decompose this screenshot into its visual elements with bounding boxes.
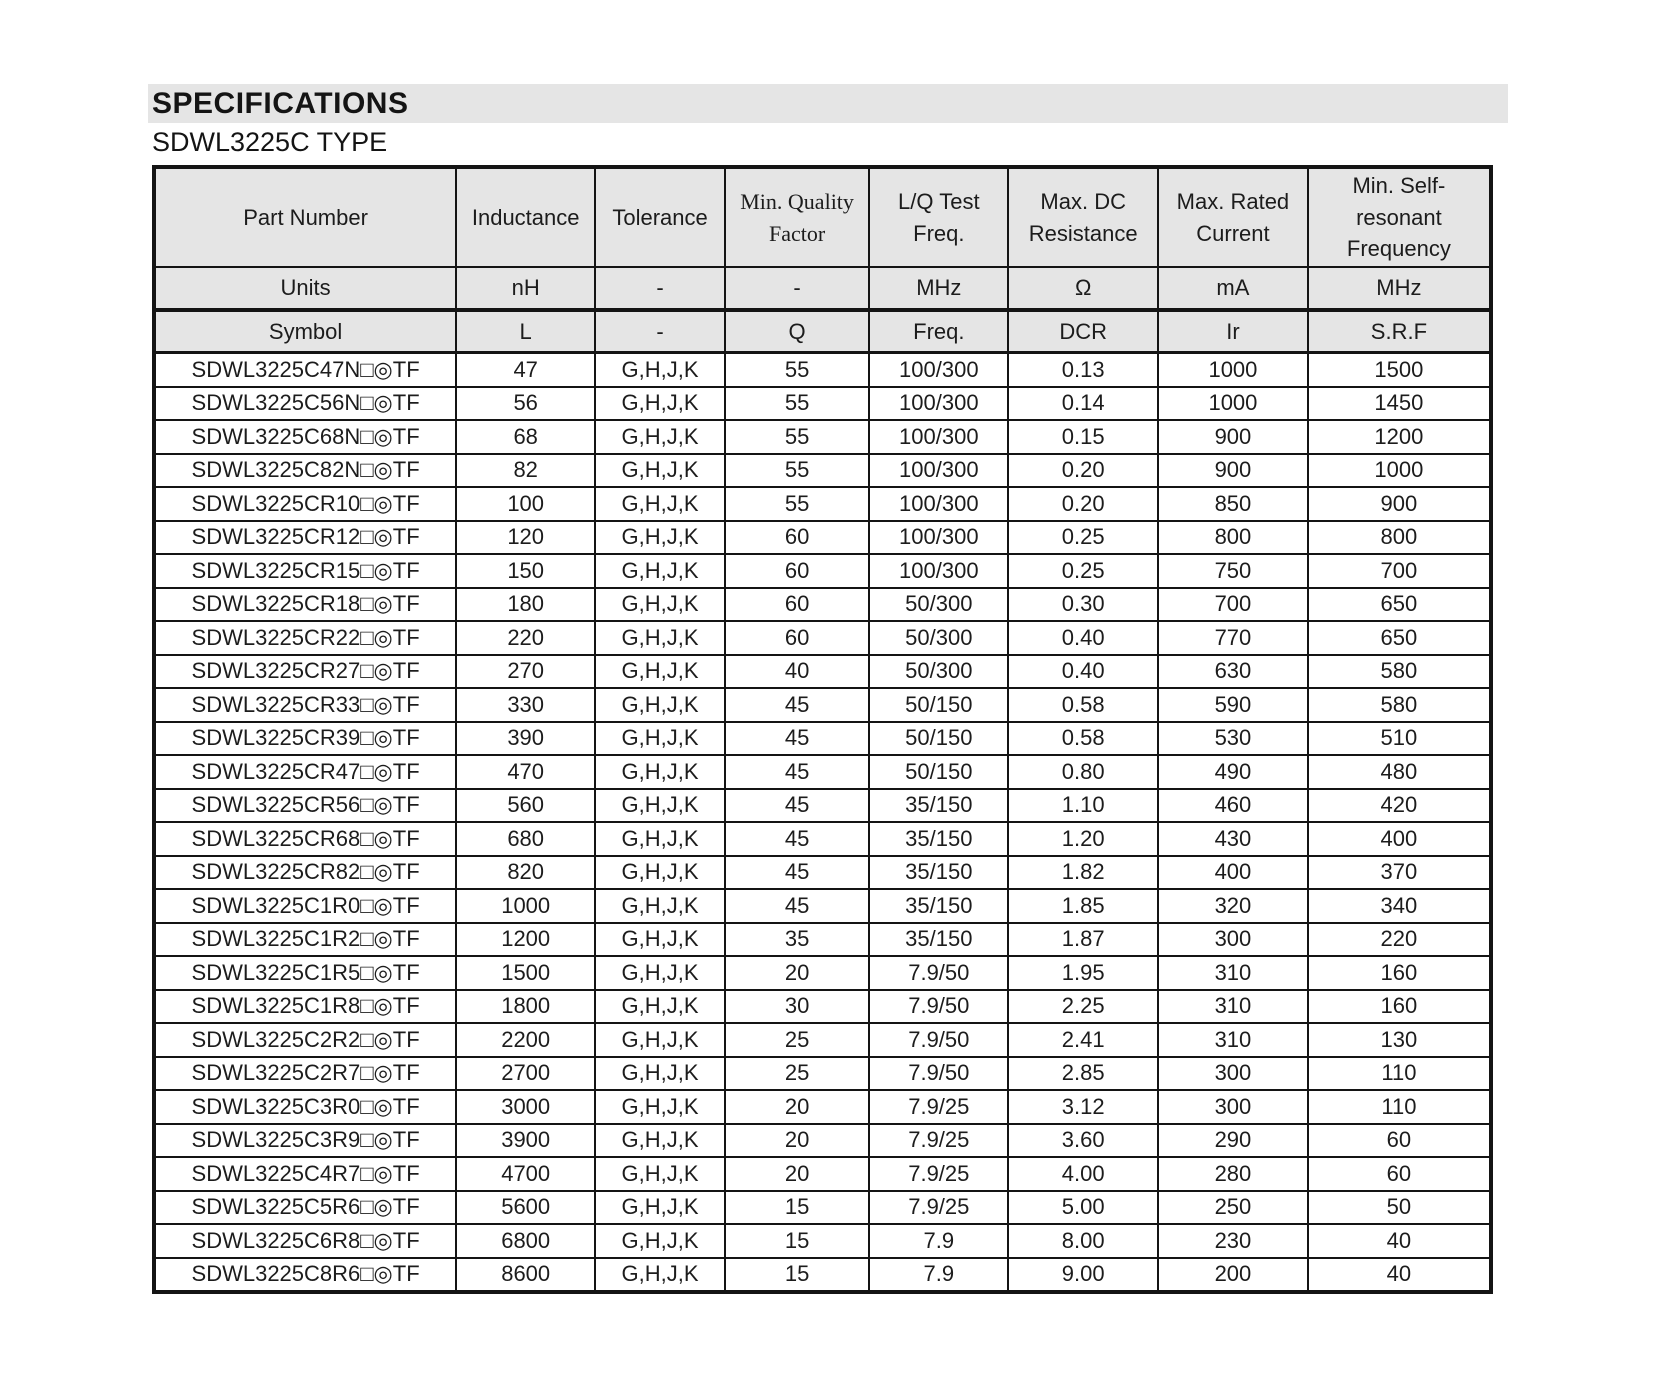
cell-inductance: 6800 [456,1224,595,1258]
cell-lq-test-freq: 35/150 [869,822,1008,856]
col-header-part-number: Part Number [154,167,456,267]
table-row [154,923,1491,957]
cell-inductance: 330 [456,688,595,722]
units-quality-factor: - [725,267,869,310]
cell-min-self-resonant-frequency: 110 [1308,1057,1491,1091]
cell-inductance: 680 [456,822,595,856]
cell-min-quality-factor: 15 [725,1258,869,1293]
cell-lq-test-freq: 100/300 [869,454,1008,488]
cell-lq-test-freq: 100/300 [869,487,1008,521]
cell-max-dc-resistance: 0.25 [1008,521,1158,555]
cell-lq-test-freq: 100/300 [869,554,1008,588]
cell-lq-test-freq: 50/300 [869,588,1008,622]
symbol-self-resonant-frequency: S.R.F [1308,310,1491,353]
cell-max-rated-current: 290 [1158,1124,1308,1158]
cell-tolerance: G,H,J,K [595,956,725,990]
cell-inductance: 47 [456,353,595,387]
cell-max-rated-current: 310 [1158,990,1308,1024]
cell-lq-test-freq: 100/300 [869,387,1008,421]
cell-tolerance: G,H,J,K [595,353,725,387]
cell-min-self-resonant-frequency: 700 [1308,554,1491,588]
table-row [154,1023,1491,1057]
cell-lq-test-freq: 50/150 [869,722,1008,756]
cell-min-self-resonant-frequency: 340 [1308,889,1491,923]
cell-part-number: SDWL3225CR27□◎TF [154,655,456,689]
cell-part-number: SDWL3225C8R6□◎TF [154,1258,456,1293]
cell-lq-test-freq: 7.9/25 [869,1157,1008,1191]
cell-inductance: 150 [456,554,595,588]
cell-min-self-resonant-frequency: 650 [1308,588,1491,622]
cell-max-dc-resistance: 2.25 [1008,990,1158,1024]
cell-tolerance: G,H,J,K [595,923,725,957]
cell-min-quality-factor: 55 [725,420,869,454]
cell-inductance: 470 [456,755,595,789]
cell-max-dc-resistance: 0.58 [1008,688,1158,722]
table-row [154,990,1491,1024]
cell-max-dc-resistance: 0.13 [1008,353,1158,387]
cell-min-quality-factor: 45 [725,889,869,923]
cell-part-number: SDWL3225C68N□◎TF [154,420,456,454]
cell-inductance: 180 [456,588,595,622]
col-header-max-rated-current: Max. Rated Current [1158,167,1308,267]
cell-tolerance: G,H,J,K [595,688,725,722]
cell-lq-test-freq: 7.9/50 [869,956,1008,990]
cell-min-quality-factor: 45 [725,722,869,756]
cell-part-number: SDWL3225CR39□◎TF [154,722,456,756]
symbol-tolerance: - [595,310,725,353]
cell-max-dc-resistance: 0.20 [1008,487,1158,521]
cell-lq-test-freq: 35/150 [869,789,1008,823]
units-row [154,267,1491,310]
table-row [154,722,1491,756]
table-row [154,688,1491,722]
cell-lq-test-freq: 50/150 [869,688,1008,722]
cell-tolerance: G,H,J,K [595,1057,725,1091]
cell-inductance: 220 [456,621,595,655]
cell-inductance: 56 [456,387,595,421]
cell-tolerance: G,H,J,K [595,1124,725,1158]
cell-min-self-resonant-frequency: 130 [1308,1023,1491,1057]
table-row [154,487,1491,521]
cell-max-dc-resistance: 3.60 [1008,1124,1158,1158]
cell-inductance: 1000 [456,889,595,923]
cell-max-dc-resistance: 0.15 [1008,420,1158,454]
cell-min-quality-factor: 55 [725,387,869,421]
cell-max-dc-resistance: 0.80 [1008,755,1158,789]
cell-lq-test-freq: 7.9/25 [869,1191,1008,1225]
symbol-row [154,310,1491,353]
symbol-quality-factor: Q [725,310,869,353]
cell-part-number: SDWL3225CR56□◎TF [154,789,456,823]
cell-min-quality-factor: 20 [725,1090,869,1124]
cell-lq-test-freq: 50/300 [869,621,1008,655]
cell-max-rated-current: 300 [1158,1090,1308,1124]
cell-tolerance: G,H,J,K [595,1258,725,1293]
cell-max-rated-current: 800 [1158,521,1308,555]
cell-part-number: SDWL3225CR33□◎TF [154,688,456,722]
table-row [154,789,1491,823]
cell-inductance: 3000 [456,1090,595,1124]
cell-lq-test-freq: 7.9/25 [869,1090,1008,1124]
cell-min-quality-factor: 55 [725,454,869,488]
symbol-inductance: L [456,310,595,353]
cell-min-self-resonant-frequency: 370 [1308,856,1491,890]
cell-tolerance: G,H,J,K [595,454,725,488]
cell-max-dc-resistance: 1.82 [1008,856,1158,890]
cell-min-self-resonant-frequency: 110 [1308,1090,1491,1124]
cell-max-rated-current: 900 [1158,420,1308,454]
specifications-table [152,165,1493,1294]
cell-min-self-resonant-frequency: 220 [1308,923,1491,957]
cell-max-rated-current: 200 [1158,1258,1308,1293]
cell-part-number: SDWL3225C4R7□◎TF [154,1157,456,1191]
cell-lq-test-freq: 35/150 [869,856,1008,890]
cell-max-rated-current: 850 [1158,487,1308,521]
table-row [154,956,1491,990]
cell-min-quality-factor: 45 [725,822,869,856]
cell-inductance: 1800 [456,990,595,1024]
cell-max-rated-current: 460 [1158,789,1308,823]
cell-lq-test-freq: 35/150 [869,923,1008,957]
cell-lq-test-freq: 100/300 [869,521,1008,555]
cell-max-dc-resistance: 2.41 [1008,1023,1158,1057]
cell-min-self-resonant-frequency: 1450 [1308,387,1491,421]
units-lq-test-freq: MHz [869,267,1008,310]
cell-inductance: 390 [456,722,595,756]
cell-max-dc-resistance: 1.87 [1008,923,1158,957]
cell-min-quality-factor: 60 [725,588,869,622]
cell-part-number: SDWL3225CR82□◎TF [154,856,456,890]
cell-min-self-resonant-frequency: 800 [1308,521,1491,555]
cell-min-self-resonant-frequency: 480 [1308,755,1491,789]
cell-part-number: SDWL3225CR47□◎TF [154,755,456,789]
cell-tolerance: G,H,J,K [595,789,725,823]
cell-max-rated-current: 320 [1158,889,1308,923]
cell-part-number: SDWL3225C82N□◎TF [154,454,456,488]
cell-min-quality-factor: 45 [725,688,869,722]
units-label: Units [154,267,456,310]
cell-inductance: 8600 [456,1258,595,1293]
cell-max-dc-resistance: 0.58 [1008,722,1158,756]
cell-min-quality-factor: 60 [725,621,869,655]
col-header-min-quality-factor: Min. Quality Factor [725,167,869,267]
cell-part-number: SDWL3225C2R2□◎TF [154,1023,456,1057]
cell-max-rated-current: 230 [1158,1224,1308,1258]
table-row [154,822,1491,856]
type-subtitle: SDWL3225C TYPE [152,127,388,157]
col-header-lq-test-freq: L/Q Test Freq. [869,167,1008,267]
cell-lq-test-freq: 7.9/50 [869,1023,1008,1057]
cell-max-dc-resistance: 3.12 [1008,1090,1158,1124]
table-row [154,420,1491,454]
cell-max-dc-resistance: 5.00 [1008,1191,1158,1225]
cell-lq-test-freq: 7.9 [869,1258,1008,1293]
page-title: SPECIFICATIONS [152,87,409,120]
cell-max-dc-resistance: 0.25 [1008,554,1158,588]
cell-inductance: 1200 [456,923,595,957]
cell-min-self-resonant-frequency: 900 [1308,487,1491,521]
table-row [154,1191,1491,1225]
cell-min-quality-factor: 45 [725,755,869,789]
cell-min-self-resonant-frequency: 420 [1308,789,1491,823]
cell-max-rated-current: 490 [1158,755,1308,789]
cell-tolerance: G,H,J,K [595,655,725,689]
cell-part-number: SDWL3225C1R5□◎TF [154,956,456,990]
cell-max-rated-current: 280 [1158,1157,1308,1191]
cell-part-number: SDWL3225CR18□◎TF [154,588,456,622]
col-header-inductance: Inductance [456,167,595,267]
units-self-resonant-frequency: MHz [1308,267,1491,310]
symbol-label: Symbol [154,310,456,353]
cell-part-number: SDWL3225CR15□◎TF [154,554,456,588]
table-row [154,1057,1491,1091]
cell-tolerance: G,H,J,K [595,1224,725,1258]
cell-tolerance: G,H,J,K [595,722,725,756]
symbol-lq-test-freq: Freq. [869,310,1008,353]
cell-min-self-resonant-frequency: 60 [1308,1157,1491,1191]
cell-lq-test-freq: 100/300 [869,353,1008,387]
table-row [154,621,1491,655]
cell-min-quality-factor: 55 [725,487,869,521]
cell-inductance: 2700 [456,1057,595,1091]
cell-max-rated-current: 300 [1158,1057,1308,1091]
cell-min-self-resonant-frequency: 510 [1308,722,1491,756]
cell-max-dc-resistance: 1.95 [1008,956,1158,990]
cell-max-dc-resistance: 9.00 [1008,1258,1158,1293]
cell-min-quality-factor: 60 [725,554,869,588]
cell-tolerance: G,H,J,K [595,554,725,588]
spec-table-body [154,353,1491,1293]
cell-lq-test-freq: 7.9/50 [869,1057,1008,1091]
cell-min-self-resonant-frequency: 650 [1308,621,1491,655]
cell-part-number: SDWL3225C56N□◎TF [154,387,456,421]
col-header-tolerance: Tolerance [595,167,725,267]
table-row [154,755,1491,789]
cell-lq-test-freq: 50/300 [869,655,1008,689]
cell-max-dc-resistance: 4.00 [1008,1157,1158,1191]
cell-min-self-resonant-frequency: 1200 [1308,420,1491,454]
cell-tolerance: G,H,J,K [595,420,725,454]
cell-max-rated-current: 630 [1158,655,1308,689]
cell-tolerance: G,H,J,K [595,1090,725,1124]
cell-part-number: SDWL3225C2R7□◎TF [154,1057,456,1091]
cell-part-number: SDWL3225C5R6□◎TF [154,1191,456,1225]
cell-min-self-resonant-frequency: 1500 [1308,353,1491,387]
table-row [154,521,1491,555]
cell-inductance: 5600 [456,1191,595,1225]
cell-max-rated-current: 310 [1158,1023,1308,1057]
cell-inductance: 120 [456,521,595,555]
cell-min-quality-factor: 20 [725,1124,869,1158]
column-header-row [154,167,1491,267]
cell-min-quality-factor: 60 [725,521,869,555]
cell-tolerance: G,H,J,K [595,856,725,890]
cell-tolerance: G,H,J,K [595,387,725,421]
cell-tolerance: G,H,J,K [595,588,725,622]
cell-min-quality-factor: 35 [725,923,869,957]
cell-tolerance: G,H,J,K [595,521,725,555]
table-row [154,353,1491,387]
table-row [154,454,1491,488]
units-inductance: nH [456,267,595,310]
cell-tolerance: G,H,J,K [595,889,725,923]
cell-part-number: SDWL3225C3R0□◎TF [154,1090,456,1124]
cell-part-number: SDWL3225CR12□◎TF [154,521,456,555]
table-row [154,387,1491,421]
cell-min-quality-factor: 15 [725,1224,869,1258]
cell-max-dc-resistance: 1.10 [1008,789,1158,823]
cell-min-quality-factor: 40 [725,655,869,689]
cell-min-quality-factor: 45 [725,789,869,823]
cell-min-quality-factor: 30 [725,990,869,1024]
cell-inductance: 2200 [456,1023,595,1057]
cell-tolerance: G,H,J,K [595,990,725,1024]
cell-inductance: 68 [456,420,595,454]
units-rated-current: mA [1158,267,1308,310]
cell-part-number: SDWL3225CR22□◎TF [154,621,456,655]
cell-part-number: SDWL3225CR10□◎TF [154,487,456,521]
cell-max-rated-current: 310 [1158,956,1308,990]
cell-max-rated-current: 750 [1158,554,1308,588]
cell-part-number: SDWL3225CR68□◎TF [154,822,456,856]
cell-lq-test-freq: 35/150 [869,889,1008,923]
cell-min-quality-factor: 55 [725,353,869,387]
table-row [154,554,1491,588]
cell-min-quality-factor: 45 [725,856,869,890]
units-tolerance: - [595,267,725,310]
cell-lq-test-freq: 100/300 [869,420,1008,454]
units-dc-resistance: Ω [1008,267,1158,310]
col-header-min-self-resonant-frequency: Min. Self-resonant Frequency [1308,167,1491,267]
cell-max-rated-current: 400 [1158,856,1308,890]
cell-part-number: SDWL3225C47N□◎TF [154,353,456,387]
cell-min-self-resonant-frequency: 160 [1308,956,1491,990]
cell-min-quality-factor: 20 [725,1157,869,1191]
cell-min-quality-factor: 15 [725,1191,869,1225]
cell-max-rated-current: 250 [1158,1191,1308,1225]
cell-inductance: 560 [456,789,595,823]
cell-max-rated-current: 590 [1158,688,1308,722]
cell-part-number: SDWL3225C6R8□◎TF [154,1224,456,1258]
cell-min-quality-factor: 20 [725,956,869,990]
cell-tolerance: G,H,J,K [595,822,725,856]
cell-min-self-resonant-frequency: 400 [1308,822,1491,856]
table-row [154,655,1491,689]
cell-max-rated-current: 770 [1158,621,1308,655]
cell-max-rated-current: 530 [1158,722,1308,756]
cell-max-dc-resistance: 0.40 [1008,621,1158,655]
cell-max-dc-resistance: 0.20 [1008,454,1158,488]
col-header-max-dc-resistance: Max. DC Resistance [1008,167,1158,267]
cell-max-rated-current: 300 [1158,923,1308,957]
cell-lq-test-freq: 7.9/25 [869,1124,1008,1158]
specifications-title-bar [148,84,1508,123]
table-row [154,856,1491,890]
cell-min-self-resonant-frequency: 160 [1308,990,1491,1024]
cell-max-dc-resistance: 8.00 [1008,1224,1158,1258]
cell-part-number: SDWL3225C1R0□◎TF [154,889,456,923]
table-row [154,889,1491,923]
cell-lq-test-freq: 7.9/50 [869,990,1008,1024]
cell-max-dc-resistance: 0.40 [1008,655,1158,689]
cell-tolerance: G,H,J,K [595,755,725,789]
cell-inductance: 4700 [456,1157,595,1191]
cell-min-quality-factor: 25 [725,1023,869,1057]
cell-inductance: 100 [456,487,595,521]
cell-min-self-resonant-frequency: 580 [1308,688,1491,722]
cell-min-self-resonant-frequency: 40 [1308,1258,1491,1293]
cell-max-dc-resistance: 0.30 [1008,588,1158,622]
cell-part-number: SDWL3225C1R8□◎TF [154,990,456,1024]
cell-max-rated-current: 900 [1158,454,1308,488]
cell-inductance: 820 [456,856,595,890]
table-row [154,1224,1491,1258]
table-row [154,1090,1491,1124]
cell-part-number: SDWL3225C1R2□◎TF [154,923,456,957]
cell-max-rated-current: 1000 [1158,353,1308,387]
cell-max-rated-current: 1000 [1158,387,1308,421]
cell-inductance: 270 [456,655,595,689]
cell-max-dc-resistance: 1.85 [1008,889,1158,923]
cell-min-self-resonant-frequency: 40 [1308,1224,1491,1258]
cell-min-self-resonant-frequency: 50 [1308,1191,1491,1225]
cell-part-number: SDWL3225C3R9□◎TF [154,1124,456,1158]
cell-max-dc-resistance: 1.20 [1008,822,1158,856]
symbol-dc-resistance: DCR [1008,310,1158,353]
cell-min-self-resonant-frequency: 580 [1308,655,1491,689]
cell-lq-test-freq: 7.9 [869,1224,1008,1258]
cell-tolerance: G,H,J,K [595,1023,725,1057]
cell-min-self-resonant-frequency: 60 [1308,1124,1491,1158]
cell-min-self-resonant-frequency: 1000 [1308,454,1491,488]
cell-inductance: 3900 [456,1124,595,1158]
cell-inductance: 1500 [456,956,595,990]
cell-min-quality-factor: 25 [725,1057,869,1091]
symbol-rated-current: Ir [1158,310,1308,353]
cell-max-dc-resistance: 2.85 [1008,1057,1158,1091]
cell-lq-test-freq: 50/150 [869,755,1008,789]
cell-tolerance: G,H,J,K [595,621,725,655]
table-row [154,1157,1491,1191]
cell-inductance: 82 [456,454,595,488]
cell-tolerance: G,H,J,K [595,487,725,521]
table-row [154,1258,1491,1293]
table-row [154,588,1491,622]
cell-max-rated-current: 700 [1158,588,1308,622]
cell-tolerance: G,H,J,K [595,1157,725,1191]
cell-max-dc-resistance: 0.14 [1008,387,1158,421]
cell-tolerance: G,H,J,K [595,1191,725,1225]
cell-max-rated-current: 430 [1158,822,1308,856]
table-row [154,1124,1491,1158]
